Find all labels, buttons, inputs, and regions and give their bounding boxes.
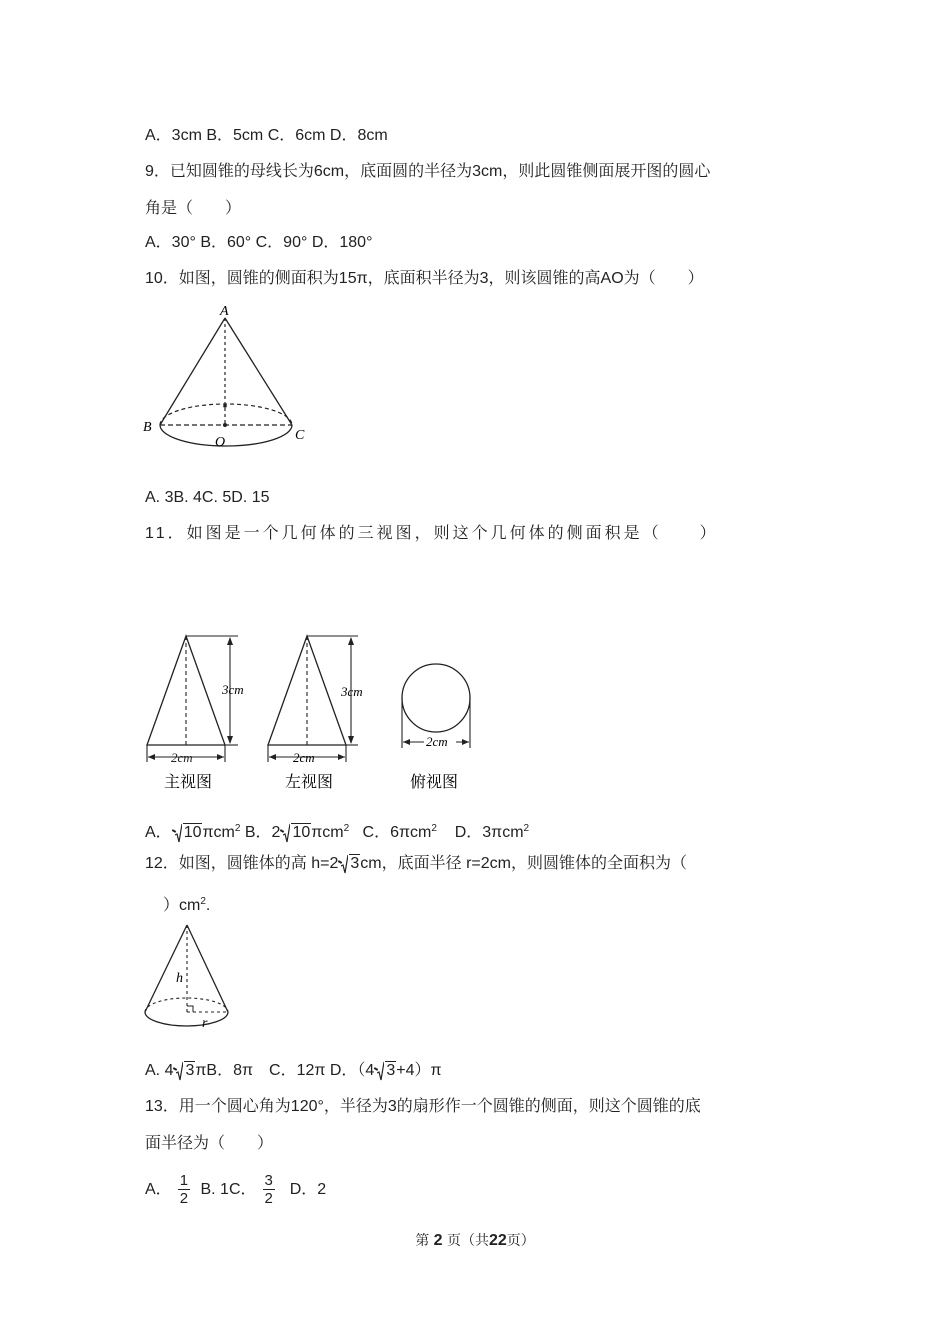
q12-stem-radicand: 3 [350, 855, 360, 872]
q9-stem-line1: 9．已知圆锥的母线长为6cm，底面圆的半径为3cm，则此圆锥侧面展开图的圆心 [145, 163, 711, 180]
sqrt-symbol [374, 1061, 396, 1081]
q11-c-sup: 2 [431, 823, 437, 834]
label-b: B [143, 420, 152, 435]
q13-c-denominator: 2 [264, 1190, 273, 1208]
q13-stem-line2: 面半径为（ ） [145, 1135, 274, 1152]
q12-a-prefix: A. 4 [145, 1062, 174, 1079]
q12-d-radicand: 3 [386, 1062, 396, 1079]
footer-page-number: 2 [433, 1232, 443, 1249]
q13-options [145, 1172, 326, 1208]
q13-c-numerator: 3 [264, 1172, 273, 1190]
q11-d-sup: 2 [523, 823, 530, 834]
q9-stem-line2: 角是（ ） [145, 200, 242, 217]
q12-a-radicand: 3 [185, 1062, 195, 1079]
q10-options: A. 3B. 4C. 5D. 15 [145, 489, 270, 506]
q11-b-suffix: πcm [311, 824, 344, 841]
q10-cone-figure [138, 298, 318, 458]
top-width-label: 2cm [426, 734, 448, 749]
q11-a-sup: 2 [234, 823, 241, 834]
side-view [268, 636, 363, 765]
q12-stem-a: 12．如图，圆锥体的高 h=2 [145, 855, 339, 872]
q12-stem-b: cm，底面半径 r=2cm，则圆锥体的全面积为（ [360, 855, 687, 872]
q11-three-views-figure [140, 628, 490, 798]
q12-options [145, 1061, 442, 1081]
top-view-caption: 俯视图 [410, 772, 459, 791]
q11-b-radicand: 10 [292, 824, 311, 841]
q13-a-denominator: 2 [179, 1190, 189, 1208]
q11-c: C．6πcm [362, 824, 432, 841]
q10-stem: 10．如图，圆锥的侧面积为15π，底面积半径为3，则该圆锥的高AO为（ ） [145, 270, 704, 287]
front-view-caption: 主视图 [164, 772, 213, 791]
q11-stem: 11．如图是一个几何体的三视图，则这个几何体的侧面积是（ ） [145, 525, 719, 542]
fraction-three-halves [263, 1172, 275, 1207]
fraction-one-half [178, 1172, 190, 1207]
side-height-label: 3cm [341, 684, 363, 699]
q11-b-prefix: B．2 [244, 824, 281, 841]
q11-options [145, 819, 529, 843]
label-r: r [202, 1016, 208, 1031]
label-c: C [295, 428, 305, 443]
sqrt-symbol [173, 1061, 195, 1081]
q12-line2-sup: 2 [200, 896, 206, 907]
q11-a-suffix: πcm [202, 824, 235, 841]
q9-options: A．30° B．60° C．90° D．180° [145, 234, 373, 251]
q13-a: A． [145, 1181, 172, 1198]
side-width-label: 2cm [293, 750, 315, 765]
q12-stem-line1 [145, 854, 687, 874]
q11-a-radicand: 10 [183, 824, 202, 841]
label-a: A [220, 304, 229, 319]
sqrt-symbol [280, 823, 311, 843]
q12-a-suffix: πB．8π C．12π D．（4 [195, 1062, 375, 1079]
sqrt-symbol [338, 854, 360, 874]
q12-line2: ）cm [163, 897, 201, 914]
q11-b-sup: 2 [343, 823, 350, 834]
top-view [402, 664, 470, 749]
front-view [147, 636, 244, 765]
q12-cone-figure [140, 920, 236, 1040]
footer-mid: 页（共 [447, 1233, 489, 1249]
front-height-label: 3cm [222, 682, 244, 697]
q11-a-prefix: A． [145, 824, 172, 841]
side-view-caption: 左视图 [285, 772, 334, 791]
q13-stem-line1: 13．用一个圆心角为120°，半径为3的扇形作一个圆锥的侧面，则这个圆锥的底 [145, 1098, 701, 1115]
q13-d: D．2 [289, 1181, 327, 1198]
q12-line2-end: . [205, 897, 211, 914]
label-h: h [176, 971, 183, 986]
front-width-label: 2cm [171, 750, 193, 765]
footer-total-pages: 22 [489, 1232, 507, 1249]
footer-pre: 第 [415, 1233, 430, 1249]
label-o: O [215, 435, 226, 450]
q13-b: B. 1C． [200, 1181, 257, 1198]
q8-options: A．3cm B．5cm C．6cm D．8cm [145, 127, 388, 144]
q13-a-numerator: 1 [179, 1172, 189, 1190]
q12-d-suffix: +4）π [396, 1062, 442, 1079]
q11-d: D．3πcm [454, 824, 524, 841]
footer-post: 页） [506, 1233, 535, 1249]
sqrt-symbol [172, 823, 203, 843]
q12-stem-line2 [163, 892, 210, 916]
page-footer [0, 1230, 950, 1250]
